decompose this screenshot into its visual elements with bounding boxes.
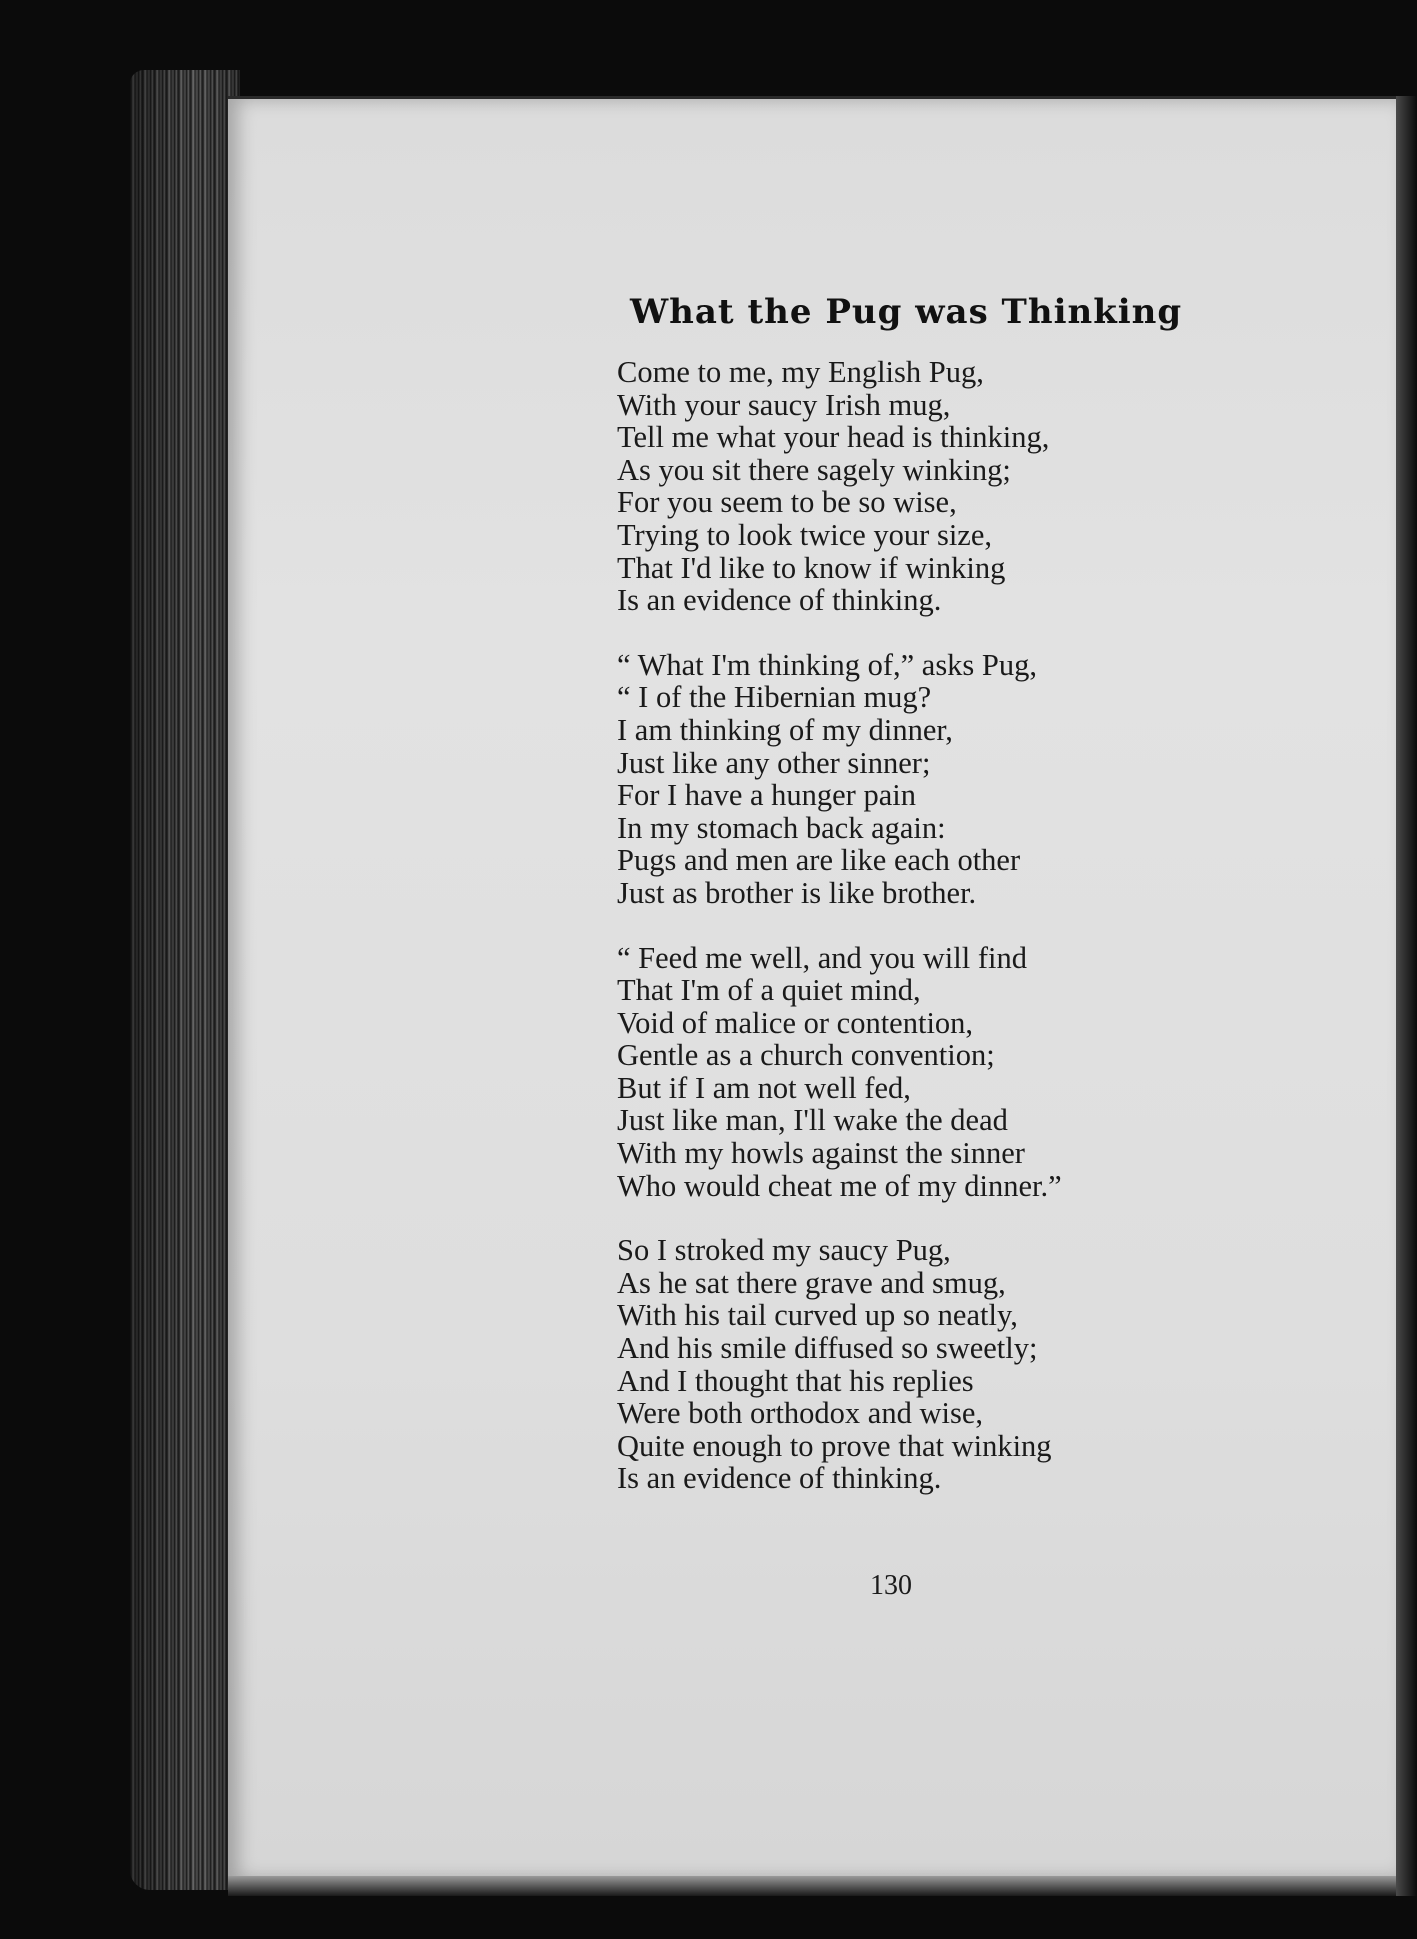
stanza: [617, 356, 1177, 617]
poem-line: Just like man, I'll wake the dead: [617, 1103, 1008, 1138]
poem-line: Who would cheat me of my dinner.”: [617, 1168, 1062, 1203]
poem-line: Is an evidence of thinking.: [617, 583, 942, 618]
poem-line: Just as brother is like brother.: [617, 875, 977, 910]
book-right-edge: [1396, 96, 1417, 1896]
poem-line: And I thought that his replies: [617, 1363, 974, 1398]
book-page-edges-shade: [130, 70, 240, 1890]
poem-line: Quite enough to prove that winking: [617, 1428, 1052, 1463]
poem-line: Tell me what your head is thinking,: [617, 420, 1050, 455]
poem-line: With your saucy Irish mug,: [617, 387, 951, 422]
poem-line: So I stroked my saucy Pug,: [617, 1233, 951, 1268]
poem-line: That I'm of a quiet mind,: [617, 973, 921, 1008]
page-bottom-edge: [228, 1876, 1396, 1896]
poem-line: With his tail curved up so neatly,: [617, 1298, 1018, 1333]
poem-line: Just like any other sinner;: [617, 745, 931, 780]
poem-line: Come to me, my English Pug,: [617, 355, 984, 389]
poem-line: I am thinking of my dinner,: [617, 712, 953, 747]
poem-line: “ Feed me well, and you will find: [617, 940, 1027, 975]
poem-line: Were both orthodox and wise,: [617, 1396, 983, 1431]
poem-line: And his smile diffused so sweetly;: [617, 1331, 1038, 1366]
poem-line: With my howls against the sinner: [617, 1136, 1025, 1171]
poem-line: Trying to look twice your size,: [617, 517, 993, 552]
poem-line: As you sit there sagely winking;: [617, 452, 1011, 487]
poem-line: That I'd like to know if winking: [617, 550, 1006, 585]
poem-line: For I have a hunger pain: [617, 778, 916, 813]
poem-line: Is an evidence of thinking.: [617, 1461, 942, 1496]
poem-line: Pugs and men are like each other: [617, 843, 1021, 878]
poem-line: For you seem to be so wise,: [617, 485, 957, 520]
stanza: [617, 649, 1177, 910]
poem-title: What the Pug was Thinking: [630, 292, 1183, 332]
poem-line: As he sat there grave and smug,: [617, 1265, 1006, 1300]
stanza: [617, 1234, 1177, 1495]
poem-line: “ I of the Hibernian mug?: [617, 680, 932, 715]
poem-line: But if I am not well fed,: [617, 1070, 911, 1105]
poem-line: “ What I'm thinking of,” asks Pug,: [617, 647, 1038, 682]
page-number: 130: [870, 1570, 912, 1601]
poem-line: In my stomach back again:: [617, 810, 946, 845]
stanza: [617, 942, 1177, 1203]
poem-body: [617, 356, 1177, 1527]
poem-line: Gentle as a church convention;: [617, 1038, 995, 1073]
poem-line: Void of malice or contention,: [617, 1005, 974, 1040]
